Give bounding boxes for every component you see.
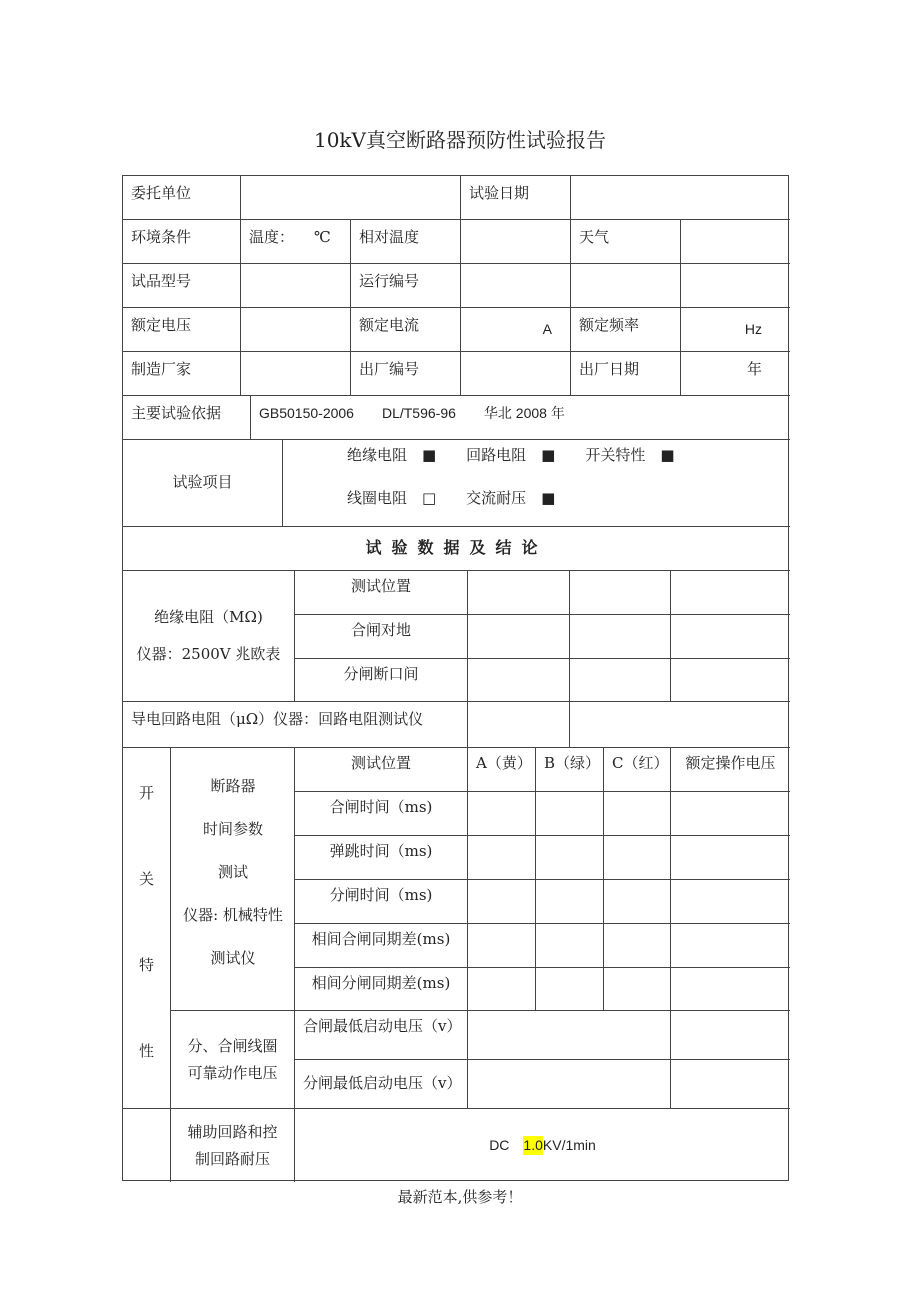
timing-cell[interactable] — [536, 836, 604, 880]
vertical-char: 关 — [139, 870, 155, 888]
timing-cell[interactable] — [604, 880, 671, 924]
insulation-cell[interactable] — [570, 659, 671, 702]
timing-cell[interactable] — [536, 792, 604, 836]
timing-cell[interactable] — [671, 924, 790, 968]
insulation-instrument: 仪器：2500V 兆欧表 — [136, 645, 281, 663]
aux-value-prefix: DC — [489, 1137, 524, 1154]
loop-resistance-label: 导电回路电阻（μΩ）仪器：回路电阻测试仪 — [123, 702, 468, 748]
weather-field[interactable] — [681, 220, 790, 264]
timing-row-label: 合闸时间（ms) — [295, 792, 468, 836]
phase-a-header: A（黄） — [468, 748, 536, 792]
environment-label: 环境条件 — [123, 220, 241, 264]
aux-value[interactable] — [295, 1109, 790, 1182]
aux-value-suffix: KV/1min — [542, 1137, 596, 1154]
timing-label-line: 测试仪 — [210, 949, 256, 967]
timing-label-line: 断路器 — [210, 777, 256, 795]
timing-cell[interactable] — [604, 924, 671, 968]
mfg-date-label: 出厂日期 — [571, 352, 681, 396]
run-no-label: 运行编号 — [351, 264, 461, 308]
client-field[interactable] — [241, 176, 461, 220]
empty-cell — [571, 264, 681, 308]
timing-cell[interactable] — [468, 880, 536, 924]
aux-value-highlight: 1.0 — [523, 1137, 543, 1154]
test-items-list — [283, 440, 790, 527]
timing-cell[interactable] — [671, 968, 790, 1011]
insulation-open-label: 分闸断口间 — [295, 659, 468, 702]
insulation-cell[interactable] — [671, 615, 790, 659]
rated-freq-label: 额定频率 — [571, 308, 681, 352]
timing-cell[interactable] — [604, 792, 671, 836]
humidity-label: 相对温度 — [351, 220, 461, 264]
year-unit[interactable]: 年 — [681, 352, 790, 396]
temperature-cell[interactable] — [241, 220, 351, 264]
switch-vertical-label — [123, 748, 171, 1109]
page-title: 10kV真空断路器预防性试验报告 — [313, 128, 606, 152]
temperature-unit: ℃ — [314, 228, 331, 246]
test-items-label: 试验项目 — [123, 440, 283, 527]
coil-close-cell[interactable] — [468, 1011, 671, 1060]
rated-freq-unit[interactable]: Hz — [681, 308, 790, 352]
maker-label: 制造厂家 — [123, 352, 241, 396]
timing-label — [171, 748, 295, 1011]
rated-voltage-field[interactable] — [241, 308, 351, 352]
basis-value: GB50150-2006 DL/T596-96 华北 2008 年 — [251, 396, 790, 440]
test-date-field[interactable] — [571, 176, 790, 220]
rated-op-voltage-header: 额定操作电压 — [671, 748, 790, 792]
test-date-label: 试验日期 — [461, 176, 571, 220]
maker-field[interactable] — [241, 352, 351, 396]
footer-note: 最新范本,供参考！ — [397, 1188, 523, 1206]
coil-close-label: 合闸最低启动电压（v） — [295, 1011, 468, 1060]
timing-row-label: 分闸时间（ms) — [295, 880, 468, 924]
timing-cell[interactable] — [468, 836, 536, 880]
insulation-cell[interactable] — [468, 571, 570, 615]
insulation-pos-label: 测试位置 — [295, 571, 468, 615]
insulation-cell[interactable] — [468, 615, 570, 659]
timing-label-line: 仪器: 机械特性 — [183, 906, 283, 924]
timing-row-label: 弹跳时间（ms) — [295, 836, 468, 880]
model-field[interactable] — [241, 264, 351, 308]
timing-cell[interactable] — [671, 880, 790, 924]
empty-cell — [681, 264, 790, 308]
insulation-cell[interactable] — [570, 615, 671, 659]
timing-label-line: 时间参数 — [202, 820, 263, 838]
rated-current-unit[interactable]: A — [461, 308, 571, 352]
coil-open-cell[interactable] — [468, 1060, 671, 1109]
loop-resistance-cell[interactable] — [570, 702, 790, 748]
rated-voltage-label: 额定电压 — [123, 308, 241, 352]
insulation-cell[interactable] — [671, 571, 790, 615]
vertical-char: 特 — [139, 956, 155, 974]
coil-open-label: 分闸最低启动电压（v） — [295, 1060, 468, 1109]
serial-label: 出厂编号 — [351, 352, 461, 396]
client-label: 委托单位 — [123, 176, 241, 220]
aux-label: 辅助回路和控制回路耐压 — [171, 1109, 295, 1182]
phase-c-header: C（红） — [604, 748, 671, 792]
serial-field[interactable] — [461, 352, 571, 396]
phase-b-header: B（绿） — [536, 748, 604, 792]
temperature-label: 温度： — [249, 228, 295, 246]
insulation-closed-label: 合闸对地 — [295, 615, 468, 659]
loop-resistance-cell[interactable] — [468, 702, 570, 748]
timing-cell[interactable] — [536, 880, 604, 924]
model-label: 试品型号 — [123, 264, 241, 308]
timing-cell[interactable] — [468, 792, 536, 836]
weather-label: 天气 — [571, 220, 681, 264]
timing-cell[interactable] — [536, 968, 604, 1011]
timing-cell[interactable] — [468, 968, 536, 1011]
timing-cell[interactable] — [604, 968, 671, 1011]
vertical-char: 性 — [139, 1042, 155, 1060]
timing-cell[interactable] — [468, 924, 536, 968]
vertical-char: 开 — [139, 784, 155, 802]
timing-row-label: 相间合闸同期差(ms) — [295, 924, 468, 968]
coil-close-cell[interactable] — [671, 1011, 790, 1060]
switch-pos-label: 测试位置 — [295, 748, 468, 792]
timing-row-label: 相间分闸同期差(ms) — [295, 968, 468, 1011]
humidity-field[interactable] — [461, 220, 571, 264]
insulation-cell[interactable] — [468, 659, 570, 702]
run-no-field[interactable] — [461, 264, 571, 308]
aux-empty-cell — [123, 1109, 171, 1182]
insulation-label — [123, 571, 295, 702]
timing-label-line: 测试 — [217, 863, 248, 881]
coil-label: 分、合闸线圈可靠动作电压 — [171, 1011, 295, 1109]
insulation-title: 绝缘电阻（MΩ) — [154, 607, 263, 626]
timing-cell[interactable] — [604, 836, 671, 880]
insulation-cell[interactable] — [671, 659, 790, 702]
test-items-line2: 线圈电阻 □ 交流耐压 ■ — [347, 489, 556, 507]
rated-current-label: 额定电流 — [351, 308, 461, 352]
timing-cell[interactable] — [671, 792, 790, 836]
section-title: 试验数据及结论 — [123, 527, 790, 571]
coil-open-cell[interactable] — [671, 1060, 790, 1109]
test-items-line1: 绝缘电阻 ■ 回路电阻 ■ 开关特性 ■ — [347, 446, 675, 464]
report-table — [122, 175, 789, 1181]
insulation-cell[interactable] — [570, 571, 671, 615]
timing-cell[interactable] — [536, 924, 604, 968]
basis-label: 主要试验依据 — [123, 396, 251, 440]
timing-cell[interactable] — [671, 836, 790, 880]
